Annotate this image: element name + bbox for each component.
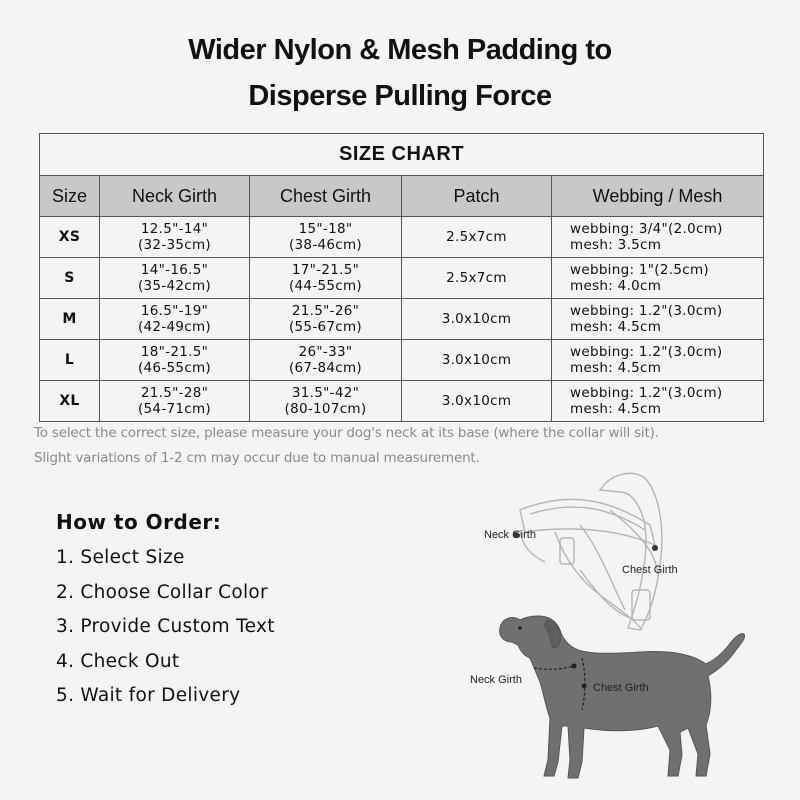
neck-girth-cell-line: (42-49cm) [137, 319, 212, 335]
size-chart-table [39, 133, 764, 422]
measure-note: To select the correct size, please measure your dog's neck at its base (where the collar will sit). [34, 425, 659, 441]
column-header-webbing-mesh: Webbing / Mesh [552, 176, 764, 217]
webbing-mesh-cell-line: mesh: 3.5cm [570, 237, 662, 253]
webbing-mesh-cell-line: mesh: 4.5cm [570, 319, 662, 335]
chest-girth-cell-line: 21.5"-26" [291, 303, 360, 319]
neck-girth-cell-line: (46-55cm) [137, 360, 212, 376]
chest-girth-cell-line: (67-84cm) [288, 360, 363, 376]
webbing-mesh-cell-line: webbing: 1"(2.5cm) [570, 262, 709, 278]
chest-girth-cell-line: 17"-21.5" [291, 262, 360, 278]
webbing-mesh-cell [552, 217, 764, 258]
order-steps-list [56, 547, 275, 720]
dog-neck-label: Neck Girth [470, 674, 522, 686]
webbing-mesh-cell [552, 299, 764, 340]
patch-cell [402, 258, 552, 299]
patch-cell-line: 2.5x7cm [446, 229, 507, 245]
column-header-size: Size [40, 176, 100, 217]
webbing-mesh-cell [552, 381, 764, 422]
size-cell [40, 217, 100, 258]
column-header-patch: Patch [402, 176, 552, 217]
chest-girth-cell [250, 258, 402, 299]
webbing-mesh-cell [552, 340, 764, 381]
chest-girth-cell [250, 340, 402, 381]
patch-cell [402, 217, 552, 258]
column-header-neck-girth: Neck Girth [100, 176, 250, 217]
chest-girth-cell-line: 15"-18" [298, 221, 353, 237]
webbing-mesh-cell-line: mesh: 4.0cm [570, 278, 662, 294]
dog-chest-marker [582, 684, 587, 689]
table-row [40, 340, 764, 381]
size-cell [40, 340, 100, 381]
webbing-mesh-cell-line: webbing: 1.2"(3.0cm) [570, 344, 723, 360]
harness-neck-label: Neck Girth [484, 529, 536, 541]
size-cell [40, 299, 100, 340]
patch-cell [402, 340, 552, 381]
size-cell-line: L [64, 352, 75, 368]
chest-girth-cell-line: 26"-33" [298, 344, 353, 360]
chest-girth-cell-line: (38-46cm) [288, 237, 363, 253]
harness-and-dog-illustration [460, 470, 800, 800]
webbing-mesh-cell-line: webbing: 3/4"(2.0cm) [570, 221, 723, 237]
table-row [40, 258, 764, 299]
webbing-mesh-cell-line: mesh: 4.5cm [570, 360, 662, 376]
chest-girth-cell-line: (80-107cm) [284, 401, 367, 417]
size-cell-line: XL [59, 393, 80, 409]
patch-cell-line: 3.0x10cm [441, 352, 512, 368]
harness-illustration [520, 473, 662, 630]
order-step: 2. Choose Collar Color [56, 581, 268, 603]
neck-girth-cell-line: (54-71cm) [137, 401, 212, 417]
order-step: 3. Provide Custom Text [56, 616, 275, 637]
harness-chest-label: Chest Girth [622, 564, 678, 576]
patch-cell-line: 2.5x7cm [446, 270, 507, 286]
order-step: 1. Select Size [56, 547, 185, 568]
neck-girth-cell [100, 381, 250, 422]
dog-chest-label: Chest Girth [593, 682, 649, 694]
chest-girth-cell-line: 31.5"-42" [291, 385, 360, 401]
size-cell-line: S [64, 270, 75, 286]
neck-girth-cell-line: (35-42cm) [137, 278, 212, 294]
neck-girth-cell [100, 217, 250, 258]
neck-girth-cell-line: (32-35cm) [137, 237, 212, 253]
neck-girth-cell-line: 14"-16.5" [140, 262, 209, 278]
neck-girth-cell-line: 12.5"-14" [140, 221, 209, 237]
size-cell-line: XS [58, 229, 81, 245]
patch-cell [402, 299, 552, 340]
patch-cell-line: 3.0x10cm [441, 393, 512, 409]
headline-line-2: Disperse Pulling Force [248, 80, 552, 112]
neck-girth-cell [100, 258, 250, 299]
table-row [40, 217, 764, 258]
table-header-row [40, 176, 764, 217]
webbing-mesh-cell [552, 258, 764, 299]
chest-girth-cell-line: (55-67cm) [288, 319, 363, 335]
harness-chest-marker [652, 545, 658, 551]
variation-note: Slight variations of 1-2 cm may occur due to manual measurement. [34, 450, 480, 466]
size-cell [40, 381, 100, 422]
size-cell [40, 258, 100, 299]
neck-girth-cell-line: 16.5"-19" [140, 303, 209, 319]
dog-silhouette [500, 616, 745, 778]
table-row [40, 299, 764, 340]
dog-neck-marker [572, 664, 577, 669]
patch-cell-line: 3.0x10cm [441, 311, 512, 327]
neck-girth-cell-line: 18"-21.5" [140, 344, 209, 360]
size-chart-title: SIZE CHART [40, 134, 764, 176]
headline-line-1: Wider Nylon & Mesh Padding to [188, 34, 612, 66]
neck-girth-cell [100, 340, 250, 381]
webbing-mesh-cell-line: webbing: 1.2"(3.0cm) [570, 385, 723, 401]
chest-girth-cell [250, 381, 402, 422]
chest-girth-cell [250, 299, 402, 340]
how-to-order-title: How to Order: [56, 510, 222, 534]
size-cell-line: M [62, 311, 77, 327]
webbing-mesh-cell-line: mesh: 4.5cm [570, 401, 662, 417]
neck-girth-cell-line: 21.5"-28" [140, 385, 209, 401]
order-step: 4. Check Out [56, 650, 180, 672]
patch-cell [402, 381, 552, 422]
chest-girth-cell-line: (44-55cm) [288, 278, 363, 294]
chest-girth-cell [250, 217, 402, 258]
neck-girth-cell [100, 299, 250, 340]
table-row [40, 381, 764, 422]
webbing-mesh-cell-line: webbing: 1.2"(3.0cm) [570, 303, 723, 319]
order-step: 5. Wait for Delivery [56, 685, 241, 706]
column-header-chest-girth: Chest Girth [250, 176, 402, 217]
